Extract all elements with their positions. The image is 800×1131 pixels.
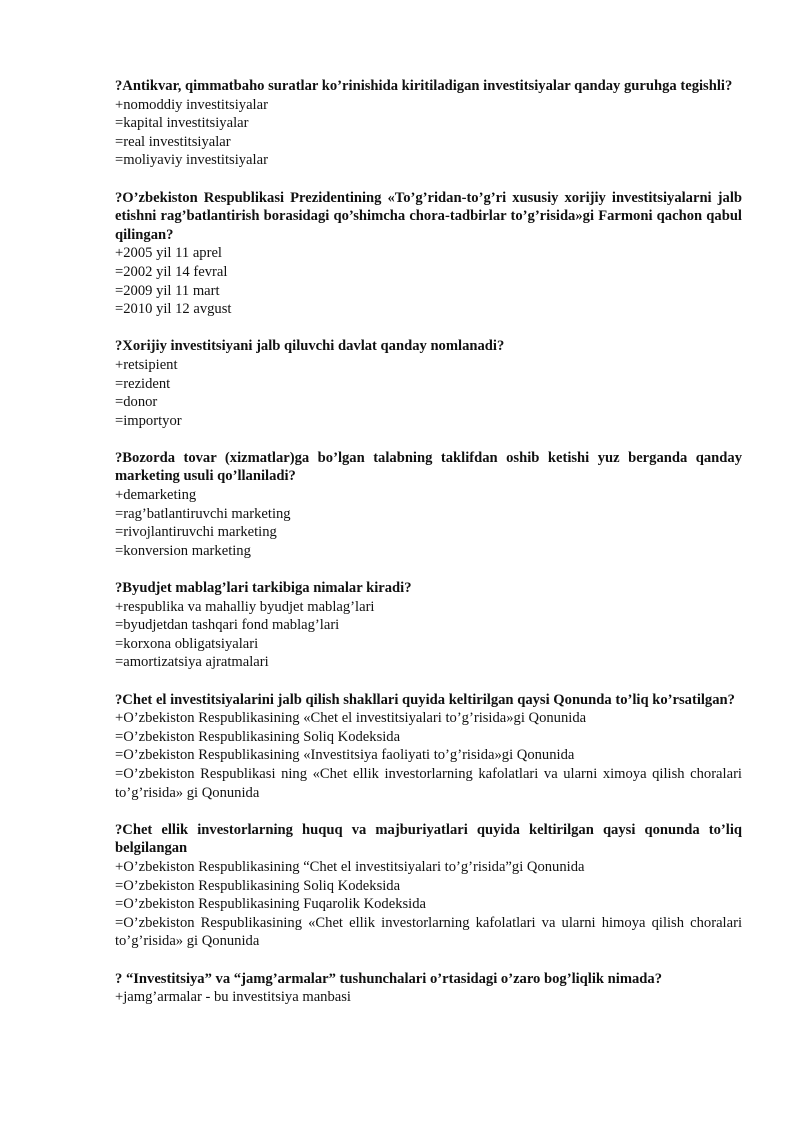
answer-option: =rag’batlantiruvchi marketing [115,505,291,522]
question-block-6 [115,691,742,803]
question-text: ?Xorijiy investitsiyani jalb qiluvchi davlat qanday nomlanadi? [115,338,505,355]
answer-option: =O’zbekiston Respublikasi ning «Chet ellik investorlarning kafolatlari va ularni ximoya qilish choralari to’g’risida» gi Qonunida [115,765,742,801]
question-text: ?O’zbekiston Respublikasi Prezidentining «To’g’ridan-to’g’ri xususiy xorijiy investitsiyalarni jalb etishni rag’batlantirish borasidagi qo’shimcha chora-tadbirlar to’g’risida»gi Farmoni qachon qabul qilingan? [115,189,742,243]
answer-option: =importyor [115,412,182,429]
question-text: ?Chet ellik investorlarning huquq va majburiyatlari quyida keltirilgan qaysi qonunda to’liq belgilangan [115,821,742,857]
answer-option: =konversion marketing [115,542,251,559]
question-text: ?Antikvar, qimmatbaho suratlar ko’rinishida kiritiladigan investitsiyalar qanday guruhga tegishli? [115,78,733,94]
answer-option: +retsipient [115,356,178,373]
question-block-4 [115,449,742,561]
answer-option: =O’zbekiston Respublikasining «Investitsiya faoliyati to’g’risida»gi Qonunida [115,747,575,764]
answer-option: =2010 yil 12 avgust [115,301,232,318]
question-text: ?Byudjet mablag’lari tarkibiga nimalar kiradi? [115,580,412,597]
answer-option: +jamg’armalar - bu investitsiya manbasi [115,989,351,1006]
answer-option: =2009 yil 11 mart [115,282,220,299]
question-block-3 [115,337,742,430]
answer-option: +respublika va mahalliy byudjet mablag’lari [115,598,375,615]
answer-option: =O’zbekiston Respublikasining Fuqarolik Kodeksida [115,896,427,913]
answer-option: +O’zbekiston Respublikasining “Chet el investitsiyalari to’g’risida”gi Qonunida [115,858,585,875]
answer-option: +nomoddiy investitsiyalar [115,96,268,113]
question-text: ?Bozorda tovar (xizmatlar)ga bo’lgan talabning taklifdan oshib ketishi yuz berganda qanday marketing usuli qo’llaniladi? [115,449,742,485]
answer-option: =O’zbekiston Respublikasining Soliq Kodeksida [115,877,401,894]
answer-option: =korxona obligatsiyalari [115,635,259,652]
question-block-1 [115,77,742,170]
answer-option: =O’zbekiston Respublikasining «Chet ellik investorlarning kafolatlari va ularni himoya qilish choralari to’g’risida» gi Qonunida [115,914,742,950]
answer-option: +2005 yil 11 aprel [115,245,222,262]
answer-option: =2002 yil 14 fevral [115,263,228,280]
answer-option: =real investitsiyalar [115,133,231,150]
answer-option: =amortizatsiya ajratmalari [115,654,269,671]
question-text: ? “Investitsiya” va “jamg’armalar” tushunchalari o’rtasidagi o’zaro bog’liqlik nimada? [115,970,663,987]
answer-option: =kapital investitsiyalar [115,115,249,132]
answer-option: =donor [115,394,158,411]
answer-option: =rezident [115,375,171,392]
question-text: ?Chet el investitsiyalarini jalb qilish shakllari quyida keltirilgan qaysi Qonunda to’liq ko’rsatilgan? [115,691,735,708]
answer-option: =byudjetdan tashqari fond mablag’lari [115,617,340,634]
question-block-7 [115,821,742,951]
document-page [115,77,742,1025]
answer-option: +O’zbekiston Respublikasining «Chet el investitsiyalari to’g’risida»gi Qonunida [115,710,587,727]
answer-option: =O’zbekiston Respublikasining Soliq Kodeksida [115,728,401,745]
answer-option: =rivojlantiruvchi marketing [115,524,277,541]
answer-option: +demarketing [115,487,197,504]
answer-option: =moliyaviy investitsiyalar [115,152,268,169]
question-block-5 [115,579,742,672]
question-block-8 [115,970,742,1007]
question-block-2 [115,189,742,319]
